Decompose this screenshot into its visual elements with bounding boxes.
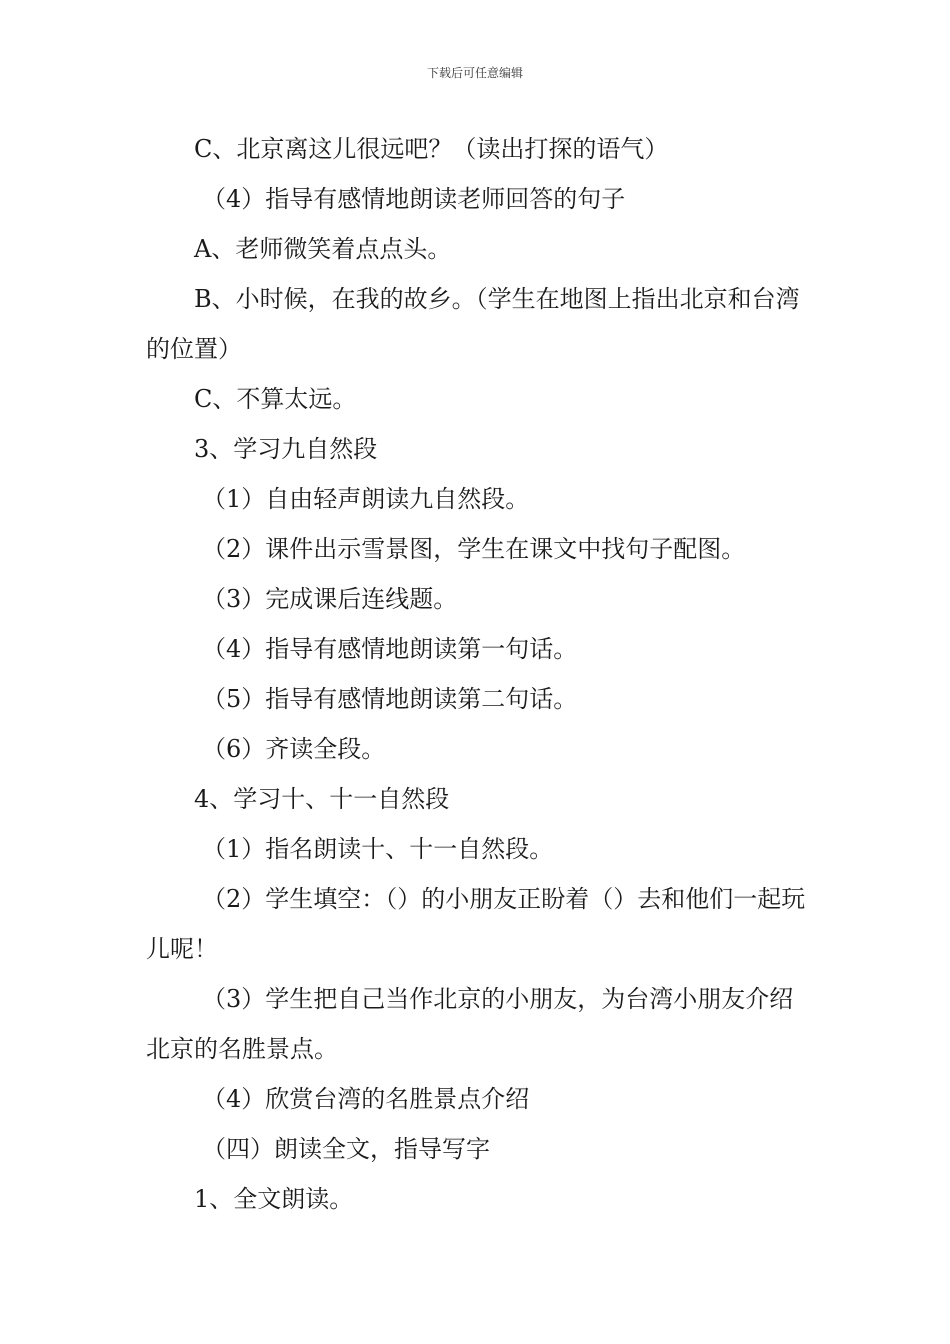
paragraph: B、小时候，在我的故乡。（学生在地图上指出北京和台湾的位置） <box>146 285 800 363</box>
paragraph: A、老师微笑着点点头。 <box>194 235 452 263</box>
paragraph: （4）欣赏台湾的名胜景点介绍 <box>202 1085 530 1113</box>
paragraph: （2）课件出示雪景图，学生在课文中找句子配图。 <box>202 535 746 563</box>
paragraph: （5）指导有感情地朗读第二句话。 <box>202 685 578 713</box>
document-body <box>146 124 806 1224</box>
paragraph: （4）指导有感情地朗读老师回答的句子 <box>202 185 626 213</box>
paragraph: （3）学生把自己当作北京的小朋友，为台湾小朋友介绍北京的名胜景点。 <box>146 985 794 1063</box>
paragraph: C、北京离这儿很远吧？（读出打探的语气） <box>194 135 669 163</box>
paragraph: （四）朗读全文，指导写字 <box>202 1135 490 1163</box>
paragraph: （1）指名朗读十、十一自然段。 <box>202 835 554 863</box>
paragraph: （6）齐读全段。 <box>202 735 386 763</box>
paragraph: （3）完成课后连线题。 <box>202 585 458 613</box>
paragraph: （2）学生填空：（）的小朋友正盼着（）去和他们一起玩儿呢！ <box>146 885 806 963</box>
paragraph: C、不算太远。 <box>194 385 357 413</box>
paragraph: 1、全文朗读。 <box>194 1185 354 1213</box>
paragraph: 3、学习九自然段 <box>194 435 378 463</box>
page-header: 下载后可任意编辑 <box>426 66 523 80</box>
paragraph: （4）指导有感情地朗读第一句话。 <box>202 635 578 663</box>
paragraph: （1）自由轻声朗读九自然段。 <box>202 485 530 513</box>
paragraph: 4、学习十、十一自然段 <box>194 785 450 813</box>
